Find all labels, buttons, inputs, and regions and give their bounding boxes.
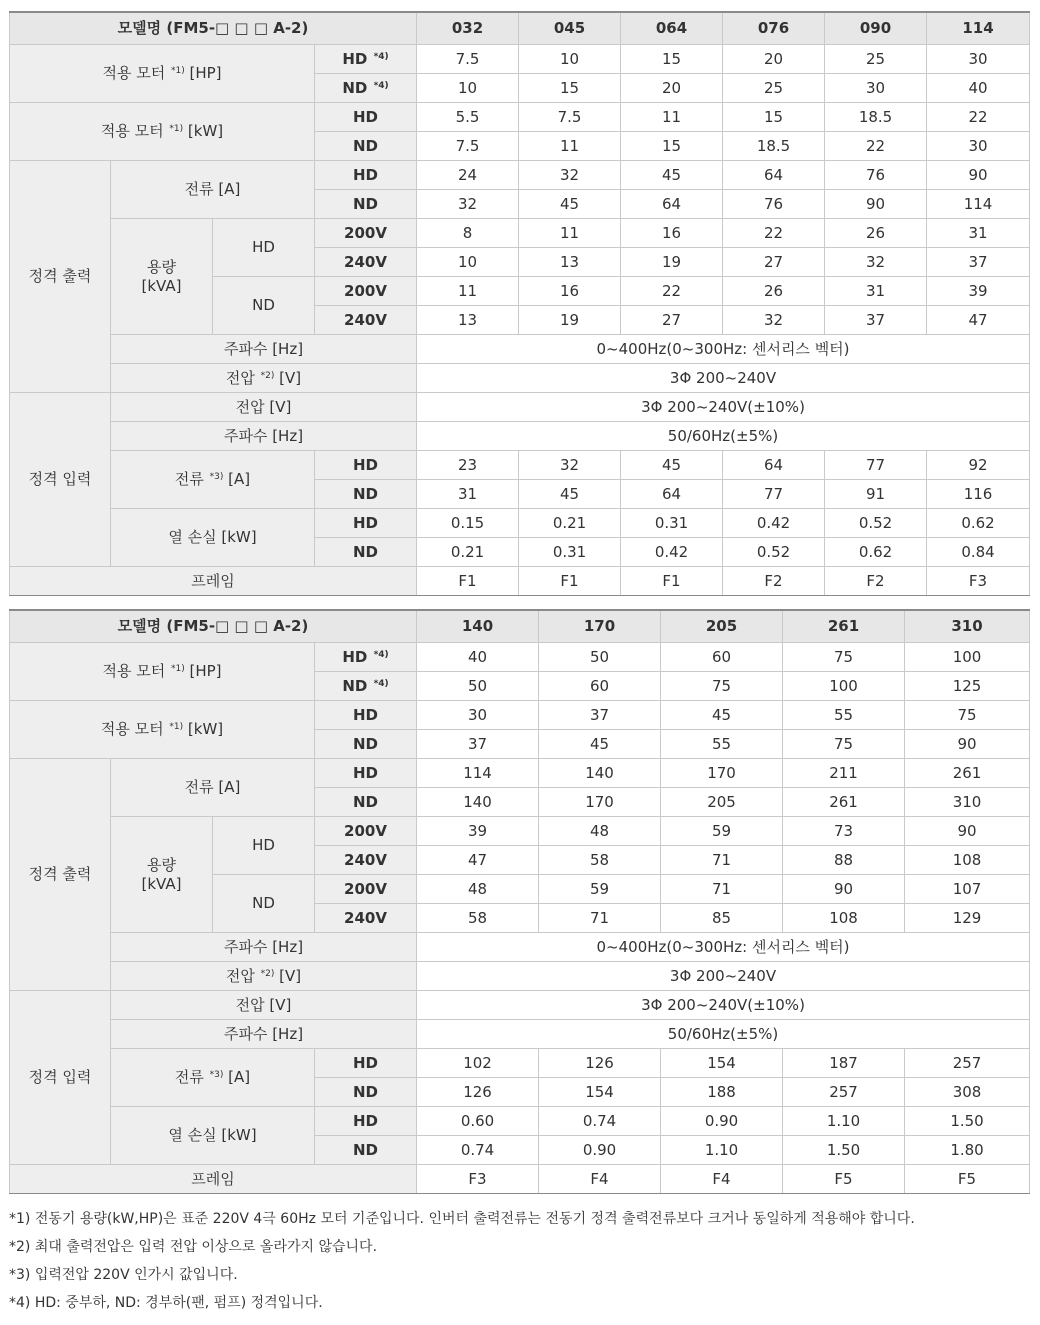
table-cell: 92: [927, 451, 1030, 480]
out-frequency-value: 0~400Hz(0~300Hz: 센서리스 벡터): [417, 335, 1030, 364]
table-row: [10, 161, 1030, 190]
hd-label: HD $^{*4)}$: [315, 45, 417, 74]
table-cell: F2: [723, 567, 825, 596]
capacity-label: 용량 [kVA]: [111, 817, 213, 933]
table-cell: 126: [539, 1049, 661, 1078]
table-cell: 7.5: [417, 45, 519, 74]
voltage-240-label: 240V: [315, 904, 417, 933]
header-row: [10, 610, 1030, 643]
table-cell: 1.50: [783, 1136, 905, 1165]
table-cell: 261: [783, 788, 905, 817]
rated-input-label: 정격 입력: [10, 991, 111, 1165]
in-frequency-label: 주파수 [Hz]: [111, 1020, 417, 1049]
table-cell: 8: [417, 219, 519, 248]
table-cell: 31: [417, 480, 519, 509]
table-cell: 48: [539, 817, 661, 846]
table-row: [10, 1165, 1030, 1194]
table-cell: F3: [927, 567, 1030, 596]
table-cell: F5: [905, 1165, 1030, 1194]
table-cell: 91: [825, 480, 927, 509]
table-cell: 32: [417, 190, 519, 219]
voltage-200-label: 200V: [315, 817, 417, 846]
voltage-240-label: 240V: [315, 846, 417, 875]
rated-output-label: 정격 출력: [10, 161, 111, 393]
out-voltage-label: 전압 $^{*2)}$ [V]: [111, 364, 417, 393]
table-cell: 10: [519, 45, 621, 74]
table-cell: 126: [417, 1078, 539, 1107]
table-cell: 0.42: [621, 538, 723, 567]
in-frequency-value: 50/60Hz(±5%): [417, 1020, 1030, 1049]
table-cell: 59: [661, 817, 783, 846]
out-frequency-label: 주파수 [Hz]: [111, 933, 417, 962]
hd-label: HD $^{*4)}$: [315, 643, 417, 672]
table-cell: 90: [825, 190, 927, 219]
motor-kw-label: 적용 모터 $^{*1)}$ [kW]: [10, 103, 315, 161]
out-voltage-value: 3Φ 200~240V: [417, 364, 1030, 393]
table-cell: 64: [723, 161, 825, 190]
table-cell: 0.74: [417, 1136, 539, 1165]
frame-label: 프레임: [10, 1165, 417, 1194]
table-cell: 30: [927, 45, 1030, 74]
nd-label: ND: [315, 132, 417, 161]
model-col: 076: [723, 12, 825, 45]
table-cell: 0.90: [539, 1136, 661, 1165]
table-cell: 60: [661, 643, 783, 672]
motor-hp-label: 적용 모터 $^{*1)}$ [HP]: [10, 45, 315, 103]
table-cell: 261: [905, 759, 1030, 788]
table-cell: 22: [927, 103, 1030, 132]
table-cell: 0.31: [621, 509, 723, 538]
table-cell: 71: [661, 875, 783, 904]
table-cell: 37: [825, 306, 927, 335]
table-cell: 0.60: [417, 1107, 539, 1136]
table-row: [10, 422, 1030, 451]
table-cell: 64: [723, 451, 825, 480]
hd-label: HD: [315, 161, 417, 190]
rated-input-label: 정격 입력: [10, 393, 111, 567]
table-cell: 170: [539, 788, 661, 817]
table-cell: 50: [417, 672, 539, 701]
voltage-240-label: 240V: [315, 248, 417, 277]
table-cell: 32: [825, 248, 927, 277]
table-row: [10, 103, 1030, 132]
table-cell: 39: [927, 277, 1030, 306]
table-cell: 31: [825, 277, 927, 306]
table-cell: 211: [783, 759, 905, 788]
voltage-200-label: 200V: [315, 277, 417, 306]
table-cell: F2: [825, 567, 927, 596]
table-cell: 58: [417, 904, 539, 933]
table-cell: 75: [661, 672, 783, 701]
out-voltage-label: 전압 $^{*2)}$ [V]: [111, 962, 417, 991]
table-cell: 7.5: [519, 103, 621, 132]
table-cell: 15: [621, 132, 723, 161]
table-row: [10, 335, 1030, 364]
table-cell: 26: [723, 277, 825, 306]
table-row: [10, 1107, 1030, 1136]
table-cell: 32: [519, 161, 621, 190]
hd-label: HD: [315, 103, 417, 132]
hd-label: HD: [315, 509, 417, 538]
current-label: 전류 [A]: [111, 161, 315, 219]
table-cell: 1.50: [905, 1107, 1030, 1136]
table-cell: 19: [519, 306, 621, 335]
hd-label: HD: [213, 817, 315, 875]
table-cell: 1.10: [661, 1136, 783, 1165]
table-row: [10, 991, 1030, 1020]
table-cell: 20: [723, 45, 825, 74]
hd-label: HD: [315, 451, 417, 480]
table-cell: 100: [905, 643, 1030, 672]
table-cell: 22: [825, 132, 927, 161]
table-cell: 47: [927, 306, 1030, 335]
table-cell: 76: [825, 161, 927, 190]
table-cell: 75: [905, 701, 1030, 730]
spec-table-2: [9, 609, 1030, 1194]
table-cell: 16: [519, 277, 621, 306]
table-cell: 75: [783, 730, 905, 759]
model-col: 045: [519, 12, 621, 45]
table-cell: 5.5: [417, 103, 519, 132]
table-cell: 11: [519, 219, 621, 248]
model-header: 모델명 (FM5-□ □ □ A-2): [10, 12, 417, 45]
table-cell: 71: [661, 846, 783, 875]
table-cell: 22: [723, 219, 825, 248]
nd-label: ND: [315, 480, 417, 509]
table-cell: F4: [661, 1165, 783, 1194]
table-cell: 39: [417, 817, 539, 846]
table-cell: 45: [661, 701, 783, 730]
table-cell: 37: [927, 248, 1030, 277]
rated-output-label: 정격 출력: [10, 759, 111, 991]
table-cell: F1: [621, 567, 723, 596]
model-col: 064: [621, 12, 723, 45]
spec-table-1: [9, 11, 1030, 596]
hd-label: HD: [315, 1049, 417, 1078]
table-cell: 27: [621, 306, 723, 335]
table-row: [10, 509, 1030, 538]
table-row: [10, 45, 1030, 74]
table-row: [10, 393, 1030, 422]
table-cell: 26: [825, 219, 927, 248]
hd-label: HD: [213, 219, 315, 277]
table-cell: 205: [661, 788, 783, 817]
out-frequency-label: 주파수 [Hz]: [111, 335, 417, 364]
footnote: *1) 전동기 용량(kW,HP)은 표준 220V 4극 60Hz 모터 기준입니다. 인버터 출력전류는 전동기 정격 출력전류보다 크거나 동일하게 적용해야 합니다.: [9, 1211, 915, 1227]
model-col: 140: [417, 610, 539, 643]
table-cell: 0.42: [723, 509, 825, 538]
table-cell: 0.52: [825, 509, 927, 538]
table-cell: 27: [723, 248, 825, 277]
table-cell: 140: [539, 759, 661, 788]
table-cell: 0.62: [927, 509, 1030, 538]
table-cell: 0.74: [539, 1107, 661, 1136]
table-cell: 22: [621, 277, 723, 306]
table-cell: 108: [905, 846, 1030, 875]
table-row: [10, 933, 1030, 962]
footnote: *3) 입력전압 220V 인가시 값입니다.: [9, 1267, 238, 1283]
table-row: [10, 1020, 1030, 1049]
table-cell: 32: [723, 306, 825, 335]
table-cell: 85: [661, 904, 783, 933]
table-cell: 40: [927, 74, 1030, 103]
table-cell: 7.5: [417, 132, 519, 161]
table-cell: 15: [519, 74, 621, 103]
table-row: [10, 364, 1030, 393]
header-row: [10, 12, 1030, 45]
table-cell: 45: [519, 190, 621, 219]
nd-label: ND $^{*4)}$: [315, 672, 417, 701]
table-cell: 71: [539, 904, 661, 933]
frame-label: 프레임: [10, 567, 417, 596]
table-cell: 13: [417, 306, 519, 335]
model-col: 205: [661, 610, 783, 643]
out-voltage-value: 3Φ 200~240V: [417, 962, 1030, 991]
hd-label: HD: [315, 759, 417, 788]
table-cell: 90: [905, 730, 1030, 759]
footnotes: [9, 1205, 1034, 1317]
table-cell: 30: [825, 74, 927, 103]
nd-label: ND $^{*4)}$: [315, 74, 417, 103]
table-cell: F5: [783, 1165, 905, 1194]
in-frequency-value: 50/60Hz(±5%): [417, 422, 1030, 451]
table-cell: 76: [723, 190, 825, 219]
table-cell: 64: [621, 480, 723, 509]
capacity-label: 용량 [kVA]: [111, 219, 213, 335]
table-cell: 58: [539, 846, 661, 875]
in-current-label: 전류 $^{*3)}$ [A]: [111, 1049, 315, 1107]
table-cell: 73: [783, 817, 905, 846]
heat-loss-label: 열 손실 [kW]: [111, 1107, 315, 1165]
table-cell: 18.5: [723, 132, 825, 161]
motor-kw-label: 적용 모터 $^{*1)}$ [kW]: [10, 701, 315, 759]
table-cell: 13: [519, 248, 621, 277]
table-cell: 45: [519, 480, 621, 509]
table-cell: 77: [825, 451, 927, 480]
table-row: [10, 962, 1030, 991]
table-cell: 0.62: [825, 538, 927, 567]
table-cell: 108: [783, 904, 905, 933]
table-cell: 0.21: [417, 538, 519, 567]
nd-label: ND: [315, 1136, 417, 1165]
table-cell: 116: [927, 480, 1030, 509]
table-cell: 170: [661, 759, 783, 788]
table-cell: 0.90: [661, 1107, 783, 1136]
table-cell: 18.5: [825, 103, 927, 132]
table-cell: F1: [519, 567, 621, 596]
model-col: 310: [905, 610, 1030, 643]
heat-loss-label: 열 손실 [kW]: [111, 509, 315, 567]
footnote: *4) HD: 중부하, ND: 경부하(팬, 펌프) 정격입니다.: [9, 1295, 323, 1311]
table-cell: 310: [905, 788, 1030, 817]
voltage-200-label: 200V: [315, 875, 417, 904]
table-cell: 125: [905, 672, 1030, 701]
table-row: [10, 451, 1030, 480]
model-header: 모델명 (FM5-□ □ □ A-2): [10, 610, 417, 643]
table-cell: 188: [661, 1078, 783, 1107]
table-cell: 257: [905, 1049, 1030, 1078]
table-row: [10, 817, 1030, 846]
current-label: 전류 [A]: [111, 759, 315, 817]
table-cell: 59: [539, 875, 661, 904]
model-col: 090: [825, 12, 927, 45]
motor-hp-label: 적용 모터 $^{*1)}$ [HP]: [10, 643, 315, 701]
table-row: [10, 219, 1030, 248]
voltage-200-label: 200V: [315, 219, 417, 248]
table-cell: 1.10: [783, 1107, 905, 1136]
table-cell: 11: [519, 132, 621, 161]
table-cell: 16: [621, 219, 723, 248]
table-cell: 55: [783, 701, 905, 730]
table-cell: 107: [905, 875, 1030, 904]
out-frequency-value: 0~400Hz(0~300Hz: 센서리스 벡터): [417, 933, 1030, 962]
table-cell: 37: [539, 701, 661, 730]
table-cell: 64: [621, 190, 723, 219]
table-cell: 31: [927, 219, 1030, 248]
in-voltage-value: 3Φ 200~240V(±10%): [417, 393, 1030, 422]
table-cell: 37: [417, 730, 539, 759]
table-cell: F1: [417, 567, 519, 596]
table-cell: 24: [417, 161, 519, 190]
table-cell: 40: [417, 643, 539, 672]
table-cell: 90: [783, 875, 905, 904]
nd-label: ND: [213, 875, 315, 933]
in-voltage-label: 전압 [V]: [111, 991, 417, 1020]
in-voltage-label: 전압 [V]: [111, 393, 417, 422]
table-cell: 129: [905, 904, 1030, 933]
table-cell: 15: [621, 45, 723, 74]
footnote: *2) 최대 출력전압은 입력 전압 이상으로 올라가지 않습니다.: [9, 1239, 378, 1255]
table-cell: 154: [661, 1049, 783, 1078]
table-cell: 100: [783, 672, 905, 701]
table-cell: 0.84: [927, 538, 1030, 567]
table-cell: 10: [417, 74, 519, 103]
table-cell: 60: [539, 672, 661, 701]
model-col: 170: [539, 610, 661, 643]
table-cell: F4: [539, 1165, 661, 1194]
hd-label: HD: [315, 1107, 417, 1136]
table-cell: 11: [621, 103, 723, 132]
table-cell: 0.31: [519, 538, 621, 567]
table-cell: 0.15: [417, 509, 519, 538]
nd-label: ND: [213, 277, 315, 335]
table-cell: 25: [825, 45, 927, 74]
table-cell: 0.52: [723, 538, 825, 567]
nd-label: ND: [315, 788, 417, 817]
table-row: [10, 643, 1030, 672]
in-voltage-value: 3Φ 200~240V(±10%): [417, 991, 1030, 1020]
table-cell: 187: [783, 1049, 905, 1078]
table-cell: 140: [417, 788, 539, 817]
table-cell: 45: [539, 730, 661, 759]
hd-label: HD: [315, 701, 417, 730]
table-row: [10, 759, 1030, 788]
table-cell: 48: [417, 875, 539, 904]
table-cell: 102: [417, 1049, 539, 1078]
table-cell: 30: [417, 701, 539, 730]
in-frequency-label: 주파수 [Hz]: [111, 422, 417, 451]
nd-label: ND: [315, 730, 417, 759]
table-row: [10, 701, 1030, 730]
table-cell: 88: [783, 846, 905, 875]
table-cell: 47: [417, 846, 539, 875]
table-cell: 10: [417, 248, 519, 277]
table-cell: 0.21: [519, 509, 621, 538]
table-cell: 25: [723, 74, 825, 103]
table-cell: 19: [621, 248, 723, 277]
table-cell: 308: [905, 1078, 1030, 1107]
table-cell: F3: [417, 1165, 539, 1194]
table-cell: 55: [661, 730, 783, 759]
voltage-240-label: 240V: [315, 306, 417, 335]
table-cell: 257: [783, 1078, 905, 1107]
table-cell: 114: [417, 759, 539, 788]
nd-label: ND: [315, 538, 417, 567]
table-cell: 90: [905, 817, 1030, 846]
table-row: [10, 567, 1030, 596]
table-cell: 45: [621, 451, 723, 480]
model-col: 261: [783, 610, 905, 643]
model-col: 032: [417, 12, 519, 45]
table-cell: 50: [539, 643, 661, 672]
table-cell: 23: [417, 451, 519, 480]
table-row: [10, 1049, 1030, 1078]
in-current-label: 전류 $^{*3)}$ [A]: [111, 451, 315, 509]
table-cell: 1.80: [905, 1136, 1030, 1165]
table-cell: 20: [621, 74, 723, 103]
table-cell: 77: [723, 480, 825, 509]
table-cell: 15: [723, 103, 825, 132]
table-cell: 75: [783, 643, 905, 672]
table-cell: 32: [519, 451, 621, 480]
table-cell: 11: [417, 277, 519, 306]
nd-label: ND: [315, 1078, 417, 1107]
nd-label: ND: [315, 190, 417, 219]
table-cell: 114: [927, 190, 1030, 219]
table-cell: 90: [927, 161, 1030, 190]
table-cell: 154: [539, 1078, 661, 1107]
table-cell: 45: [621, 161, 723, 190]
model-col: 114: [927, 12, 1030, 45]
table-cell: 30: [927, 132, 1030, 161]
